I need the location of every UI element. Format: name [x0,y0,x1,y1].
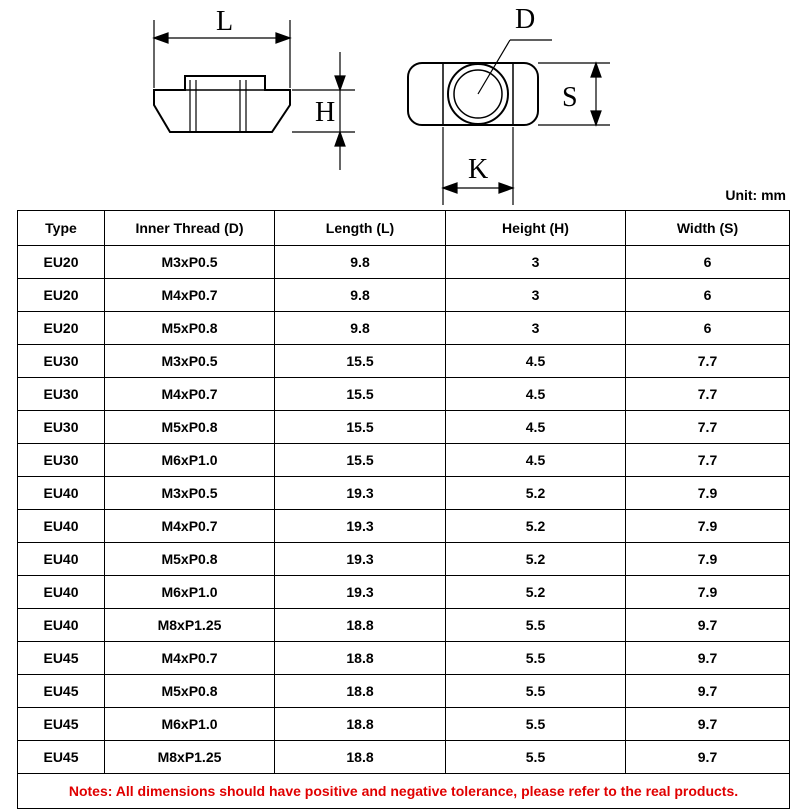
cell-type: EU30 [18,444,105,477]
header-height: Height (H) [446,211,626,246]
cell-width: 7.9 [626,543,790,576]
unit-label: Unit: mm [725,187,786,203]
cell-height: 4.5 [446,411,626,444]
header-width: Width (S) [626,211,790,246]
cell-thread: M5xP0.8 [105,543,275,576]
cell-type: EU45 [18,642,105,675]
cell-length: 19.3 [275,477,446,510]
cell-type: EU40 [18,576,105,609]
table-row [18,609,790,642]
cell-height: 4.5 [446,345,626,378]
cell-length: 9.8 [275,279,446,312]
cell-width: 6 [626,312,790,345]
cell-width: 9.7 [626,708,790,741]
cell-height: 5.2 [446,543,626,576]
width-label: S [562,82,578,113]
cell-length: 9.8 [275,312,446,345]
key-label: K [468,154,489,185]
cell-type: EU40 [18,510,105,543]
cell-length: 15.5 [275,345,446,378]
cell-thread: M6xP1.0 [105,444,275,477]
table-row [18,510,790,543]
table-row [18,675,790,708]
table-row [18,411,790,444]
cell-type: EU20 [18,279,105,312]
notes-text: Notes: All dimensions should have positive and negative tolerance, please refer to the real products. [18,774,790,809]
cell-width: 7.7 [626,345,790,378]
cell-type: EU40 [18,477,105,510]
cell-width: 9.7 [626,609,790,642]
cell-thread: M5xP0.8 [105,411,275,444]
cell-type: EU30 [18,378,105,411]
top-view [408,63,538,125]
cell-height: 3 [446,246,626,279]
cell-type: EU30 [18,345,105,378]
cell-thread: M6xP1.0 [105,708,275,741]
cell-type: EU40 [18,543,105,576]
height-label: H [315,97,336,128]
header-row [18,211,790,246]
cell-height: 5.5 [446,741,626,774]
cell-height: 5.2 [446,477,626,510]
table-row [18,708,790,741]
cell-type: EU45 [18,675,105,708]
table-row [18,444,790,477]
cell-thread: M5xP0.8 [105,675,275,708]
cell-height: 5.2 [446,510,626,543]
cell-length: 19.3 [275,576,446,609]
table-row [18,345,790,378]
table-row [18,741,790,774]
cell-length: 19.3 [275,543,446,576]
table-row [18,378,790,411]
side-view [154,76,290,132]
cell-thread: M4xP0.7 [105,510,275,543]
cell-width: 6 [626,279,790,312]
cell-width: 7.7 [626,378,790,411]
cell-length: 18.8 [275,741,446,774]
length-label: L [216,6,234,37]
cell-width: 7.9 [626,576,790,609]
cell-thread: M5xP0.8 [105,312,275,345]
cell-length: 18.8 [275,609,446,642]
cell-height: 5.5 [446,708,626,741]
cell-type: EU45 [18,741,105,774]
cell-height: 5.5 [446,609,626,642]
cell-type: EU20 [18,312,105,345]
cell-thread: M4xP0.7 [105,279,275,312]
cell-thread: M4xP0.7 [105,378,275,411]
cell-width: 7.7 [626,444,790,477]
cell-thread: M3xP0.5 [105,246,275,279]
cell-height: 5.2 [446,576,626,609]
cell-height: 5.5 [446,675,626,708]
cell-height: 4.5 [446,444,626,477]
table-row [18,576,790,609]
header-type: Type [18,211,105,246]
cell-thread: M6xP1.0 [105,576,275,609]
cell-width: 9.7 [626,741,790,774]
table-body [18,246,790,809]
cell-length: 18.8 [275,642,446,675]
cell-type: EU45 [18,708,105,741]
notes-row [18,774,790,809]
cell-thread: M8xP1.25 [105,741,275,774]
header-length: Length (L) [275,211,446,246]
cell-length: 18.8 [275,708,446,741]
thread-label: D [515,4,536,35]
header-inner-thread: Inner Thread (D) [105,211,275,246]
table-row [18,312,790,345]
table-row [18,246,790,279]
cell-thread: M8xP1.25 [105,609,275,642]
cell-height: 4.5 [446,378,626,411]
specification-table [17,210,790,809]
cell-length: 18.8 [275,675,446,708]
cell-width: 6 [626,246,790,279]
table-row [18,543,790,576]
cell-type: EU30 [18,411,105,444]
cell-height: 3 [446,279,626,312]
cell-type: EU40 [18,609,105,642]
cell-length: 15.5 [275,378,446,411]
cell-length: 15.5 [275,411,446,444]
cell-type: EU20 [18,246,105,279]
cell-width: 7.7 [626,411,790,444]
cell-width: 7.9 [626,477,790,510]
table-row [18,477,790,510]
cell-length: 19.3 [275,510,446,543]
t-nut-dimension-drawing [0,0,800,210]
cell-thread: M3xP0.5 [105,345,275,378]
cell-length: 15.5 [275,444,446,477]
cell-length: 9.8 [275,246,446,279]
cell-thread: M4xP0.7 [105,642,275,675]
cell-height: 3 [446,312,626,345]
table-row [18,642,790,675]
cell-height: 5.5 [446,642,626,675]
cell-width: 9.7 [626,675,790,708]
table-header [18,211,790,246]
cell-thread: M3xP0.5 [105,477,275,510]
table-row [18,279,790,312]
cell-width: 7.9 [626,510,790,543]
cell-width: 9.7 [626,642,790,675]
